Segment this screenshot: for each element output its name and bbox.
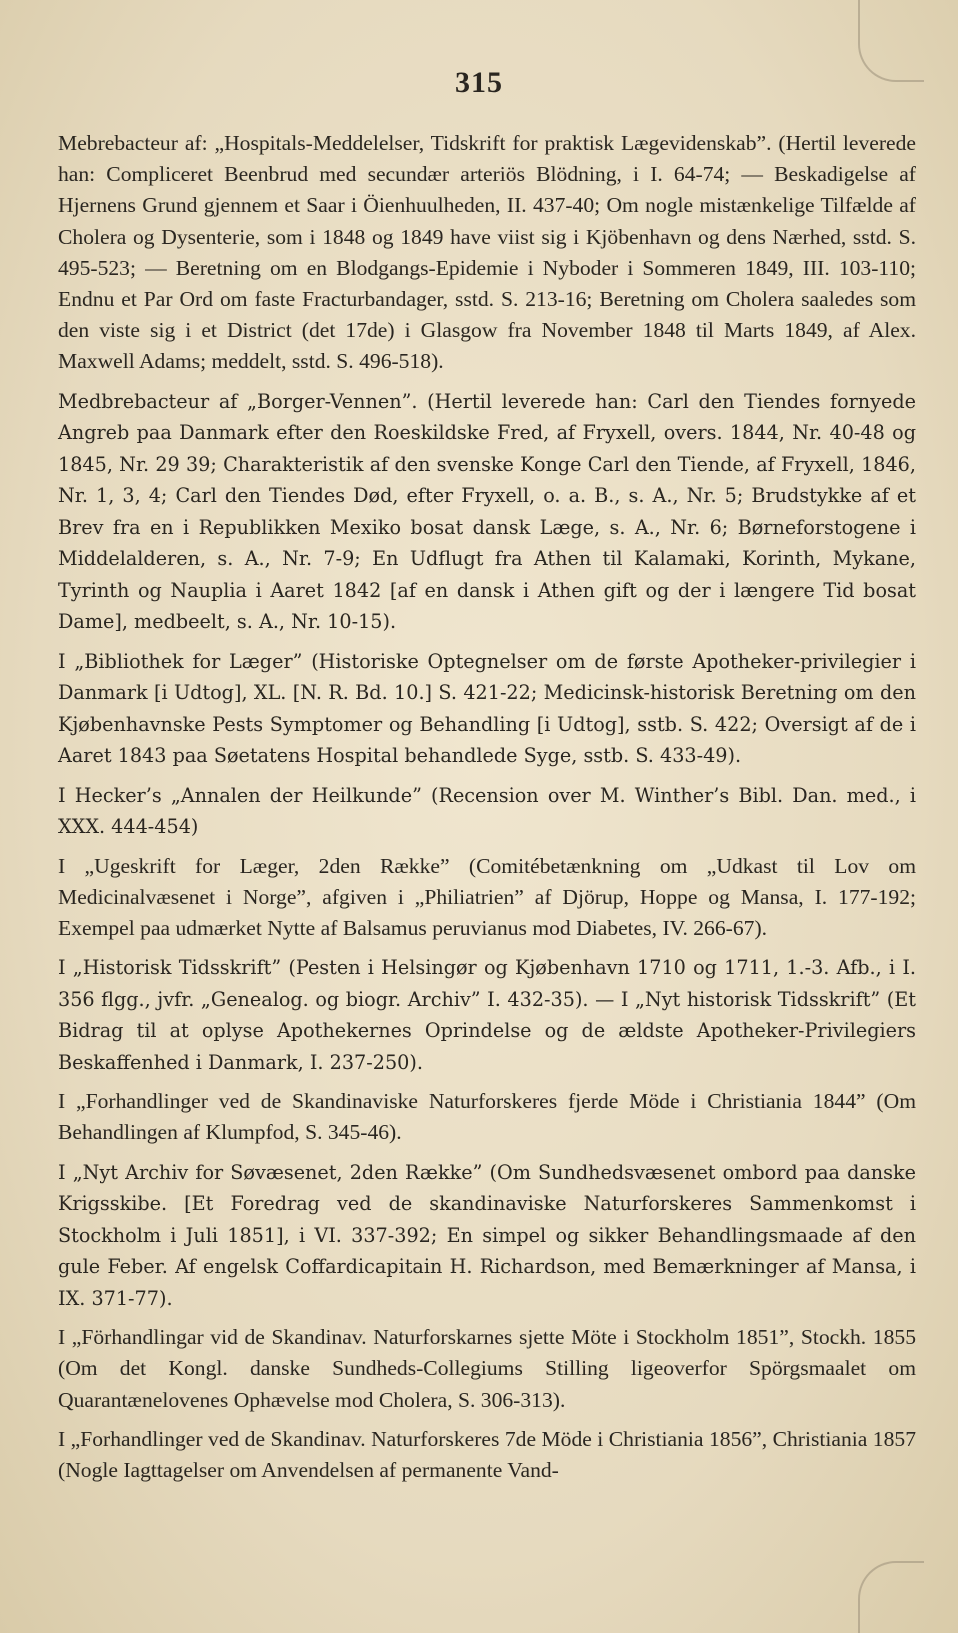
entry-forhandlinger-7de-mode: I „Forhandlinger ved de Skandinav. Naturforskeres 7de Möde i Christiania 1856”, Christiania 1857 (Nogle Iagttagelser om Anvendelsen af permanente Vand- [58, 1426, 916, 1482]
page-number: 315 [455, 66, 503, 99]
page-body [58, 128, 916, 1494]
page-curl-bottom [858, 1561, 924, 1633]
entry-hospitals-meddelelser: Mebrebacteur af: „Hospitals-Meddelelser, Tidskrift for praktisk Lægevidenskab”. (Hertil leverede han: Compliceret Beenbrud med secundær arteriös Blödning, i I. 64-74; — Beskadigelse af Hjernens Grund gjennem et Saar i Öienhuulheden, II. 437-40; Om nogle mistænkelige Tilfælde af Cholera og Dysenterie, som i 1848 og 1849 have viist sig i Kjöbenhavn og dens Nærhed, sstd. S. 495-523; — Beretning om en Blodgangs-Epidemie i Nyboder i Sommeren 1849, III. 103-110; Endnu et Par Ord om faste Fracturbandager, sstd. S. 213-16; Beretning om Cholera saaledes som den viste sig i et District (det 17de) i Glasgow fra November 1848 til Marts 1849, af Alex. Maxwell Adams; meddelt, sstd. S. 496-518). [58, 131, 916, 374]
entry-forhandlinger-fjerde-mode: I „Forhandlinger ved de Skandinaviske Naturforskeres fjerde Möde i Christiania 1844” (Om Behandlingen af Klumpfod, S. 345-46). [58, 1089, 916, 1145]
entry-historisk-tidsskrift: I „Historisk Tidsskrift” (Pesten i Helsingør og Kjøbenhavn 1710 og 1711, 1.-3. Afb., i I. 356 flgg., jvfr. „Genealog. og biogr. Archiv” I. 432-35). — I „Nyt historisk Tidsskrift” (Et Bidrag til at oplyse Apothekernes Oprindelse og de ældste Apotheker-Privilegiers Beskaffenhed i Danmark, I. 237-250). [58, 956, 916, 1074]
entry-nyt-archiv-for-sovaesenet: I „Nyt Archiv for Søvæsenet, 2den Række” (Om Sundhedsvæsenet ombord paa danske Krigsskibe. [Et Foredrag ved de skandinaviske Naturforskeres Sammenkomst i Stockholm i Juli 1851], i VI. 337-392; En simpel og sikker Behandlingsmaade af den gule Feber. Af engelsk Coffardicapitain H. Richardson, med Bemærkninger af Mansa, i IX. 371-77). [58, 1160, 916, 1310]
entry-bibliothek-for-laeger: I „Bibliothek for Læger” (Historiske Optegnelser om de første Apotheker-privilegier i Danmark [i Udtog], XL. [N. R. Bd. 10.] S. 421-22; Medicinsk-historisk Beretning om den Kjøbenhavnske Pests Symptomer og Behandling [i Udtog], sstb. S. 422; Oversigt af de i Aaret 1843 paa Søetatens Hospital behandlede Syge, sstb. S. 433-49). [58, 649, 916, 768]
entry-borger-vennen: Medbrebacteur af „Borger-Vennen”. (Hertil leverede han: Carl den Tiendes fornyede Angreb paa Danmark efter den Roeskildske Fred, af Fryxell, overs. 1844, Nr. 40-48 og 1845, Nr. 29 39; Charakteristik af den svenske Konge Carl den Tiende, af Fryxell, 1846, Nr. 1, 3, 4; Carl den Tiendes Død, efter Fryxell, o. a. B., s. A., Nr. 5; Brudstykke af et Brev fra en i Republikken Mexiko bosat dansk Læge, s. A., Nr. 6; Børneforstogene i Middelalderen, s. A., Nr. 7-9; En Udflugt fra Athen til Kalamaki, Korinth, Mykane, Tyrinth og Nauplia i Aaret 1842 [af en dansk i Athen gift og der i længere Tid bosat Dame], medbeelt, s. A., Nr. 10-15). [58, 389, 916, 634]
entry-ugeskrift-for-laeger: I „Ugeskrift for Læger, 2den Række” (Comitébetænkning om „Udkast til Lov om Medicinalvæsenet i Norge”, afgiven i „Philiatrien” af Djörup, Hoppe og Mansa, I. 177-192; Exempel paa udmærket Nytte af Balsamus peruvianus mod Diabetes, IV. 266-67). [58, 853, 916, 941]
entry-annalen-der-heilkunde: I Hecker’s „Annalen der Heilkunde” (Recension over M. Winther’s Bibl. Dan. med., i XXX. 444-454) [58, 783, 916, 839]
entry-forhandlingar-sjette-mote: I „Förhandlingar vid de Skandinav. Naturforskarnes sjette Möte i Stockholm 1851”, Stockh. 1855 (Om det Kongl. danske Sundheds-Collegiums Stilling ligeoverfor Spörgsmaalet om Quarantænelovenes Ophævelse mod Cholera, S. 306-313). [58, 1325, 916, 1412]
